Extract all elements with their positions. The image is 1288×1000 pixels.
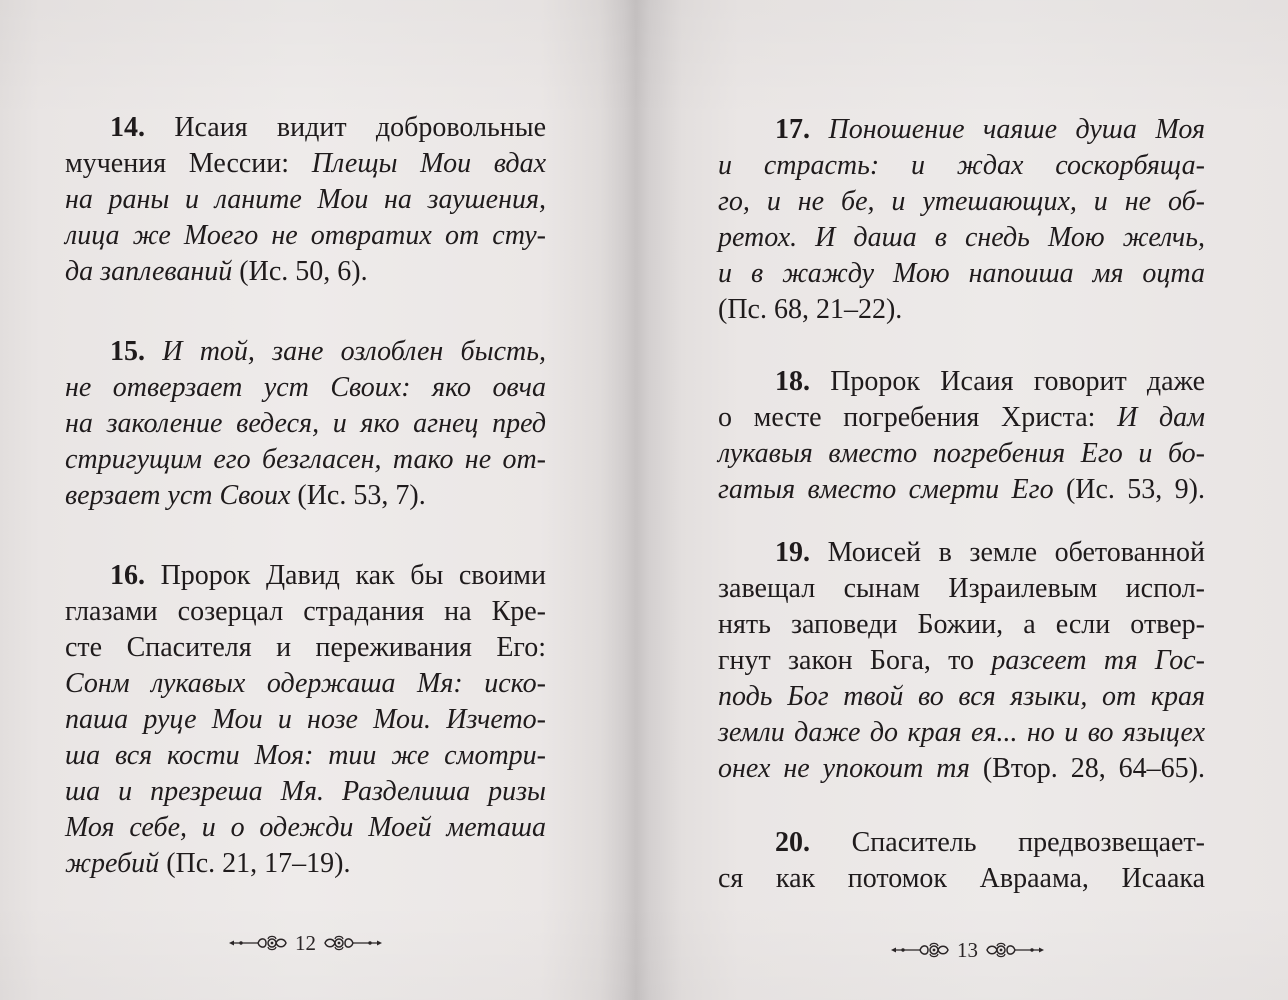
fleuron-right-icon: [985, 941, 1045, 959]
text-line: [718, 535, 1205, 571]
scripture-quote: ша и презреша Мя. Разделиша ризы: [65, 776, 546, 807]
body-text: сте Спасителя и переживания Его:: [65, 632, 546, 663]
body-text: о месте погребения Христа:: [718, 402, 1096, 433]
text-line: [718, 148, 1205, 184]
text-line: [65, 738, 546, 774]
text-line: [65, 370, 546, 406]
paragraph-20: [718, 825, 1205, 897]
scripture-reference: (Втор. 28, 64–65).: [982, 753, 1205, 784]
scripture-quote: И той, зане озлоблен бысть,: [162, 336, 546, 367]
text-line: [65, 558, 546, 594]
scripture-reference: (Пс. 68, 21–22).: [718, 294, 903, 325]
text-line: [65, 810, 546, 846]
text-line: [65, 334, 546, 370]
scripture-quote: гатыя вместо смерти Его: [718, 474, 1054, 505]
scripture-quote: Поношение чаяше душа Моя: [828, 114, 1205, 145]
scripture-quote: ша вся кости Моя: тии же смотри-: [65, 740, 546, 771]
paragraph-19: [718, 535, 1205, 787]
text-line: [718, 825, 1205, 861]
scripture-quote: паша руце Мои и нозе Мои. Изчето-: [65, 704, 546, 735]
fleuron-right-icon: [323, 934, 383, 952]
scripture-quote: на заколение ведеся, и яко агнец пред: [65, 408, 546, 439]
scripture-quote: онех не упокоит тя: [718, 753, 970, 784]
body-text: Пророк Давид как бы своими: [160, 560, 547, 591]
text-line: [718, 112, 1205, 148]
body-text: ся как потомок Авраама, Исаака: [718, 863, 1205, 894]
text-line: [65, 666, 546, 702]
scripture-quote: Сонм лукавых одержаша Мя: иско-: [65, 668, 546, 699]
scripture-quote: земли даже до края ея... но и во языцех: [718, 717, 1205, 748]
body-text: Исаия видит добровольные: [174, 112, 546, 143]
text-line: [65, 218, 546, 254]
text-line: [65, 846, 546, 882]
body-text: Пророк Исаия говорит даже: [830, 366, 1205, 397]
text-line: [65, 774, 546, 810]
scripture-reference: (Ис. 50, 6).: [239, 256, 368, 287]
body-text: глазами созерцал страдания на Кре-: [65, 596, 546, 627]
text-line: [65, 110, 546, 146]
body-text: гнут закон Бога, то: [718, 645, 975, 676]
text-line: [718, 607, 1205, 643]
text-line: [65, 442, 546, 478]
text-line: [718, 220, 1205, 256]
text-line: [65, 630, 546, 666]
scripture-reference: (Пс. 21, 17–19).: [166, 848, 351, 879]
scripture-quote: И дам: [1117, 402, 1205, 433]
paragraph-number: 15.: [110, 336, 145, 367]
scripture-quote: Моя себе, и о одежди Моей меташа: [65, 812, 546, 843]
paragraph-number: 16.: [110, 560, 145, 591]
paragraph-number: 19.: [775, 537, 810, 568]
text-line: [718, 679, 1205, 715]
paragraph-17: [718, 112, 1205, 328]
scripture-quote: и в жажду Мою напоиша мя оцта: [718, 258, 1205, 289]
text-line: [718, 861, 1205, 897]
scripture-quote: да заплеваний: [65, 256, 233, 287]
page-number: 13: [957, 938, 978, 962]
scripture-reference: (Ис. 53, 7).: [297, 480, 426, 511]
paragraph-number: 17.: [775, 114, 810, 145]
text-line: [718, 751, 1205, 787]
paragraph-15: [65, 334, 546, 514]
scripture-quote: на раны и ланите Мои на заушения,: [65, 184, 546, 215]
text-line: [718, 364, 1205, 400]
paragraph-number: 20.: [775, 827, 810, 858]
text-line: [65, 406, 546, 442]
text-line: [65, 702, 546, 738]
scripture-quote: лукавыя вместо погребения Его и бо-: [718, 438, 1205, 469]
paragraph-16: [65, 558, 546, 882]
text-line: [718, 472, 1205, 508]
scripture-quote: жребий: [65, 848, 160, 879]
body-text: нять заповеди Божии, а если отвер-: [718, 609, 1205, 640]
scripture-quote: лица же Моего не отвратих от сту-: [65, 220, 546, 251]
page-text: [65, 110, 546, 882]
text-line: [718, 571, 1205, 607]
scripture-reference: (Ис. 53, 9).: [1065, 474, 1205, 505]
left-page: [0, 0, 634, 1000]
text-line: [718, 256, 1205, 292]
fleuron-left-icon: [890, 941, 950, 959]
text-line: [718, 643, 1205, 679]
scripture-quote: Плещы Мои вдах: [311, 148, 546, 179]
text-line: [65, 146, 546, 182]
text-line: [65, 478, 546, 514]
paragraph-18: [718, 364, 1205, 508]
page-footer: [890, 939, 1045, 961]
scripture-quote: ретох. И даша в снедь Мою желчь,: [718, 222, 1205, 253]
scripture-quote: не отверзает уст Своих: яко овча: [65, 372, 546, 403]
paragraph-14: [65, 110, 546, 290]
text-line: [718, 292, 1205, 328]
text-line: [718, 400, 1205, 436]
body-text: Спаситель предвозвещает-: [851, 827, 1205, 858]
text-line: [718, 436, 1205, 472]
text-line: [718, 715, 1205, 751]
text-line: [718, 184, 1205, 220]
scripture-quote: подь Бог твой во вся языки, от края: [718, 681, 1205, 712]
paragraph-number: 14.: [110, 112, 145, 143]
scripture-quote: разсеет тя Гос-: [991, 645, 1206, 676]
page-text: [718, 112, 1205, 897]
page-footer: [228, 932, 383, 954]
scripture-quote: го, и не бе, и утешающих, и не об-: [718, 186, 1205, 217]
body-text: Моисей в земле обетованной: [827, 537, 1205, 568]
scripture-quote: и страсть: и ждах соскорбяща-: [718, 150, 1205, 181]
scripture-quote: верзает уст Своих: [65, 480, 291, 511]
text-line: [65, 254, 546, 290]
body-text: мучения Мессии:: [65, 148, 290, 179]
fleuron-left-icon: [228, 934, 288, 952]
text-line: [65, 594, 546, 630]
text-line: [65, 182, 546, 218]
right-page: [640, 0, 1288, 1000]
paragraph-number: 18.: [775, 366, 810, 397]
body-text: завещал сынам Израилевым испол-: [718, 573, 1205, 604]
scripture-quote: стригущим его безгласен, тако не от-: [65, 444, 546, 475]
page-number: 12: [295, 931, 316, 955]
